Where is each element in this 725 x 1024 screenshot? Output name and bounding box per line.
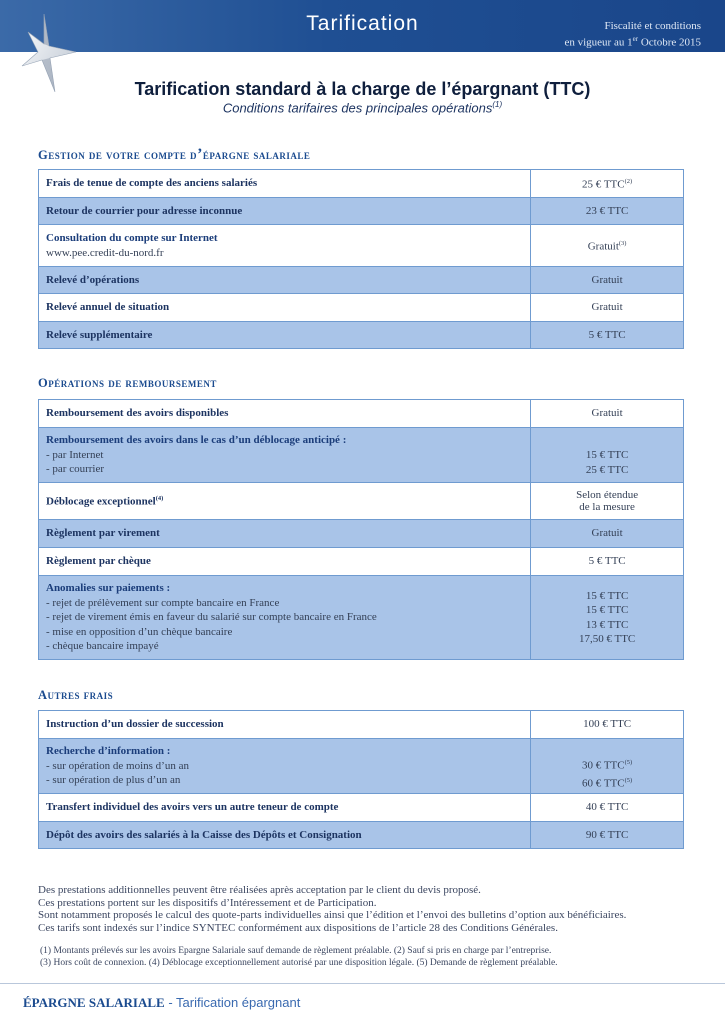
website-url: www.pee.credit-du-nord.fr xyxy=(46,246,164,259)
table-remboursement xyxy=(38,399,684,660)
section-title-gestion: Gestion de votre compte d’épargne salariale xyxy=(38,146,311,163)
table-row: Anomalies sur paiements : - rejet de prélèvement sur compte bancaire en France - rejet de virement émis en faveur du salarié sur compte bancaire en France - mise en opposition d’un chèque bancaire - chèque bancaire impayé 15 € TTC 15 € TTC 13 € TTC 17,50 € TTC xyxy=(39,576,684,660)
header-meta xyxy=(564,20,701,50)
table-row: Relevé d’opérations Gratuit xyxy=(39,267,684,294)
table-row: Transfert individuel des avoirs vers un autre teneur de compte 40 € TTC xyxy=(39,794,684,822)
table-row: Relevé supplémentaire 5 € TTC xyxy=(39,322,684,349)
section-title-autres: Autres frais xyxy=(38,688,114,702)
header-meta-line1: Fiscalité et conditions xyxy=(604,20,701,32)
table-row: Règlement par virement Gratuit xyxy=(39,520,684,548)
header-band xyxy=(0,0,725,52)
table-row: Instruction d’un dossier de succession 100 € TTC xyxy=(39,711,684,739)
footnotes: (1) Montants prélevés sur les avoirs Epargne Salariale sauf demande de règlement préalable. (2) Sauf si pris en charge par l’entreprise. (3) Hors coût de connexion. (4) Déblocage exceptionnellement autorisé par une disposition légale. (5) Demande de règlement préalable. xyxy=(40,946,558,968)
footer-divider xyxy=(0,983,725,984)
section-title-remboursement: Opérations de remboursement xyxy=(38,376,217,390)
additional-notes: Des prestations additionnelles peuvent être réalisées après acceptation par le client du devis proposé. Ces prestations portent sur les dispositifs d’Intéressement et de Participation. Sont notamment proposés le calcul des quote-parts individuelles ainsi que l’édition et l’envoi des bulletins d’option aux bénéficiaires. Ces tarifs sont indexés sur l’indice SYNTEC conformément aux dispositions de l’article 28 des Conditions Générales. xyxy=(38,884,627,934)
table-row: Règlement par chèque 5 € TTC xyxy=(39,548,684,576)
document-subtitle: Conditions tarifaires des principales opérations$^{(1)}$ xyxy=(222,100,503,116)
table-row: Dépôt des avoirs des salariés à la Caisse des Dépôts et Consignation 90 € TTC xyxy=(39,822,684,849)
table-row: Retour de courrier pour adresse inconnue 23 € TTC xyxy=(39,198,684,225)
table-gestion xyxy=(38,169,684,349)
table-row: Recherche d’information : - sur opération de moins d’un an - sur opération de plus d’un an 30 € TTC$^{(5)}$ 60 € TTC$^{(5)}$ xyxy=(39,739,684,794)
document-title: Tarification standard à la charge de l’épargnant (TTC) xyxy=(134,79,591,99)
table-row: Relevé annuel de situation Gratuit xyxy=(39,294,684,322)
header-meta-line2: en vigueur au 1er Octobre 2015 xyxy=(564,35,701,49)
header-title: Tarification xyxy=(306,12,419,35)
table-autres xyxy=(38,710,684,849)
table-row: Frais de tenue de compte des anciens salariés 25 € TTC$^{(2)}$ xyxy=(39,170,684,198)
table-row: Déblocage exceptionnel$^{(4)}$ Selon étendue de la mesure xyxy=(39,483,684,520)
table-row: Consultation du compte sur Internet www.pee.credit-du-nord.fr Gratuit$^{(3)}$ xyxy=(39,225,684,267)
page-footer: ÉPARGNE SALARIALE - Tarification épargnant xyxy=(23,995,301,1010)
table-row: Remboursement des avoirs dans le cas d’un déblocage anticipé : - par Internet - par courrier 15 € TTC 25 € TTC xyxy=(39,428,684,483)
table-row: Remboursement des avoirs disponibles Gratuit xyxy=(39,400,684,428)
